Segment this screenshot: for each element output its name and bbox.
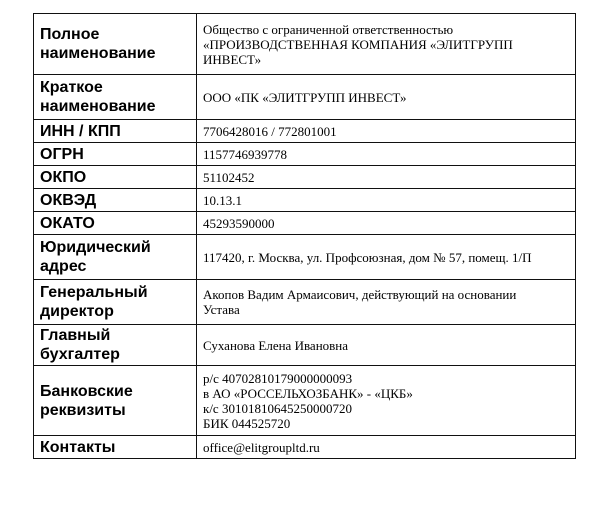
value-line: БИК 044525720 <box>203 415 291 431</box>
value-line: 51102452 <box>203 169 255 185</box>
row-value <box>197 166 576 189</box>
value-line: 7706428016 / 772801001 <box>203 123 337 139</box>
row-value <box>197 235 576 280</box>
contact-email[interactable]: office@elitgroupltd.ru <box>203 439 320 455</box>
value-line: Суханова Елена Ивановна <box>203 337 349 353</box>
row-value <box>197 14 576 75</box>
row-value <box>197 280 576 325</box>
row-label: ОГРН <box>34 143 197 166</box>
row-label: ОКАТО <box>34 212 197 235</box>
value-line: Общество с ограниченной ответственностью <box>203 21 454 37</box>
table-row <box>34 14 576 75</box>
row-label: Генеральный директор <box>34 280 197 325</box>
value-line: ООО «ПК «ЭЛИТГРУПП ИНВЕСТ» <box>203 89 407 105</box>
row-label: Главный бухгалтер <box>34 325 197 366</box>
table-row <box>34 212 576 235</box>
table-row <box>34 189 576 212</box>
row-label: ОКВЭД <box>34 189 197 212</box>
row-label: Краткое наименование <box>34 75 197 120</box>
row-value <box>197 189 576 212</box>
row-value <box>197 120 576 143</box>
value-line: Акопов Вадим Армаисович, действующий на основании <box>203 287 517 302</box>
value-line: 1157746939778 <box>203 146 288 162</box>
row-label: ОКПО <box>34 166 197 189</box>
table-row <box>34 120 576 143</box>
table-row <box>34 75 576 120</box>
row-value <box>197 366 576 436</box>
row-label: Контакты <box>34 436 197 459</box>
row-label: ИНН / КПП <box>34 120 197 143</box>
row-value <box>197 325 576 366</box>
value-line: Устава <box>203 302 240 317</box>
row-label: Юридический адрес <box>34 235 197 280</box>
value-line: 45293590000 <box>203 215 275 231</box>
company-requisites-table <box>33 13 576 459</box>
value-line: 117420, г. Москва, ул. Профсоюзная, дом № 57, помещ. 1/П <box>203 249 532 265</box>
table-row <box>34 235 576 280</box>
row-label: Банковские реквизиты <box>34 366 197 436</box>
row-value <box>197 436 576 459</box>
table-row <box>34 325 576 366</box>
value-line: ИНВЕСТ» <box>203 51 262 67</box>
table-row <box>34 280 576 325</box>
value-line: в АО «РОССЕЛЬХОЗБАНК» - «ЦКБ» <box>203 385 413 401</box>
row-label: Полное наименование <box>34 14 197 75</box>
table-row <box>34 366 576 436</box>
table-row <box>34 143 576 166</box>
value-line: р/с 40702810179000000093 <box>203 370 353 386</box>
table-row <box>34 166 576 189</box>
row-value <box>197 212 576 235</box>
value-line: к/с 30101810645250000720 <box>203 400 352 416</box>
value-line: 10.13.1 <box>203 192 242 208</box>
row-value <box>197 143 576 166</box>
row-value <box>197 75 576 120</box>
value-line: «ПРОИЗВОДСТВЕННАЯ КОМПАНИЯ «ЭЛИТГРУПП <box>203 36 513 52</box>
table-row <box>34 436 576 459</box>
